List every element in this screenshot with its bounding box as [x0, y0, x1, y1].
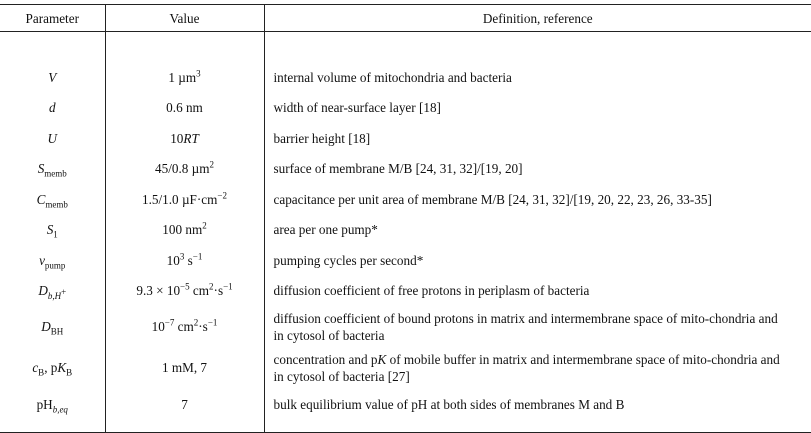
table-row: [0, 184, 811, 215]
param-cell: d: [0, 93, 105, 124]
param-cell: $v_{pump}$: [0, 245, 105, 276]
definition-cell: pumping cycles per second*: [273, 252, 424, 268]
value-cell: 100 $nm^2$: [105, 215, 264, 246]
definition-cell: width of near-surface layer [18]: [273, 100, 441, 116]
param-cell: $D_{BH}$: [0, 306, 105, 347]
param-cell: $D_{b,H^+}$: [0, 276, 105, 307]
table-row: [0, 276, 811, 307]
table-row: [0, 154, 811, 185]
spacer-row: [0, 32, 811, 63]
table-row: [0, 388, 811, 432]
param-cell: $S_{memb}$: [0, 154, 105, 185]
param-cell: $c_B$, $pK_B$: [0, 347, 105, 388]
param-cell: $S_1$: [0, 215, 105, 246]
table-row: [0, 347, 811, 388]
definition-cell: internal volume of mitochondria and bacteria: [273, 69, 512, 85]
definition-cell: diffusion coefficient of free protons in periplasm of bacteria: [273, 283, 590, 299]
value-cell: 10RT: [105, 123, 264, 154]
definition-cell: concentration and pK of mobile buffer in matrix and intermembrane space of mito-chondria and in cytosol of bacteria [27]: [273, 351, 780, 384]
table-row: [0, 215, 811, 246]
table-row: [0, 245, 811, 276]
value-cell: 45/0.8 µm$^2$: [105, 154, 264, 185]
parameter-table: [0, 4, 811, 433]
value-cell: 0.6 nm: [105, 93, 264, 124]
value-cell: 7: [105, 388, 264, 432]
param-cell: U: [0, 123, 105, 154]
value-cell: $9.3 \times 10^{-5}$ $cm^2\cdot s^{-1}$: [105, 276, 264, 307]
param-cell: $C_{memb}$: [0, 184, 105, 215]
definition-cell: area per one pump*: [273, 222, 378, 238]
header-definition: Definition, reference: [264, 5, 811, 32]
definition-cell: diffusion coefficient of bound protons in matrix and intermembrane space of mito-chondria and in cytosol of bacteria: [273, 310, 778, 343]
value-cell: $10^3$ $s^{-1}$: [105, 245, 264, 276]
definition-cell: surface of membrane M/B [24, 31, 32]/[19, 20]: [273, 161, 523, 177]
header-value: Value: [105, 5, 264, 32]
definition-cell: capacitance per unit area of membrane M/B [24, 31, 32]/[19, 20, 22, 23, 26, 33-35]: [273, 191, 712, 207]
value-cell: 1 mM, 7: [105, 347, 264, 388]
definition-cell: barrier height [18]: [273, 130, 371, 146]
param-cell: $pH_{b,eq}$: [0, 388, 105, 432]
table-row: [0, 306, 811, 347]
value-cell: $10^{-7}$ $cm^2\cdot s^{-1}$: [105, 306, 264, 347]
value-cell: 1.5/1.0 $\mu F\cdot cm^{-2}$: [105, 184, 264, 215]
header-parameter: Parameter: [0, 5, 105, 32]
param-cell: V: [0, 62, 105, 93]
value-cell: 1 µm$^3$: [105, 62, 264, 93]
table-row: [0, 93, 811, 124]
header-row: [0, 5, 811, 32]
definition-cell: bulk equilibrium value of pH at both sides of membranes M and B: [264, 388, 811, 432]
table-row: [0, 62, 811, 93]
table-row: [0, 123, 811, 154]
